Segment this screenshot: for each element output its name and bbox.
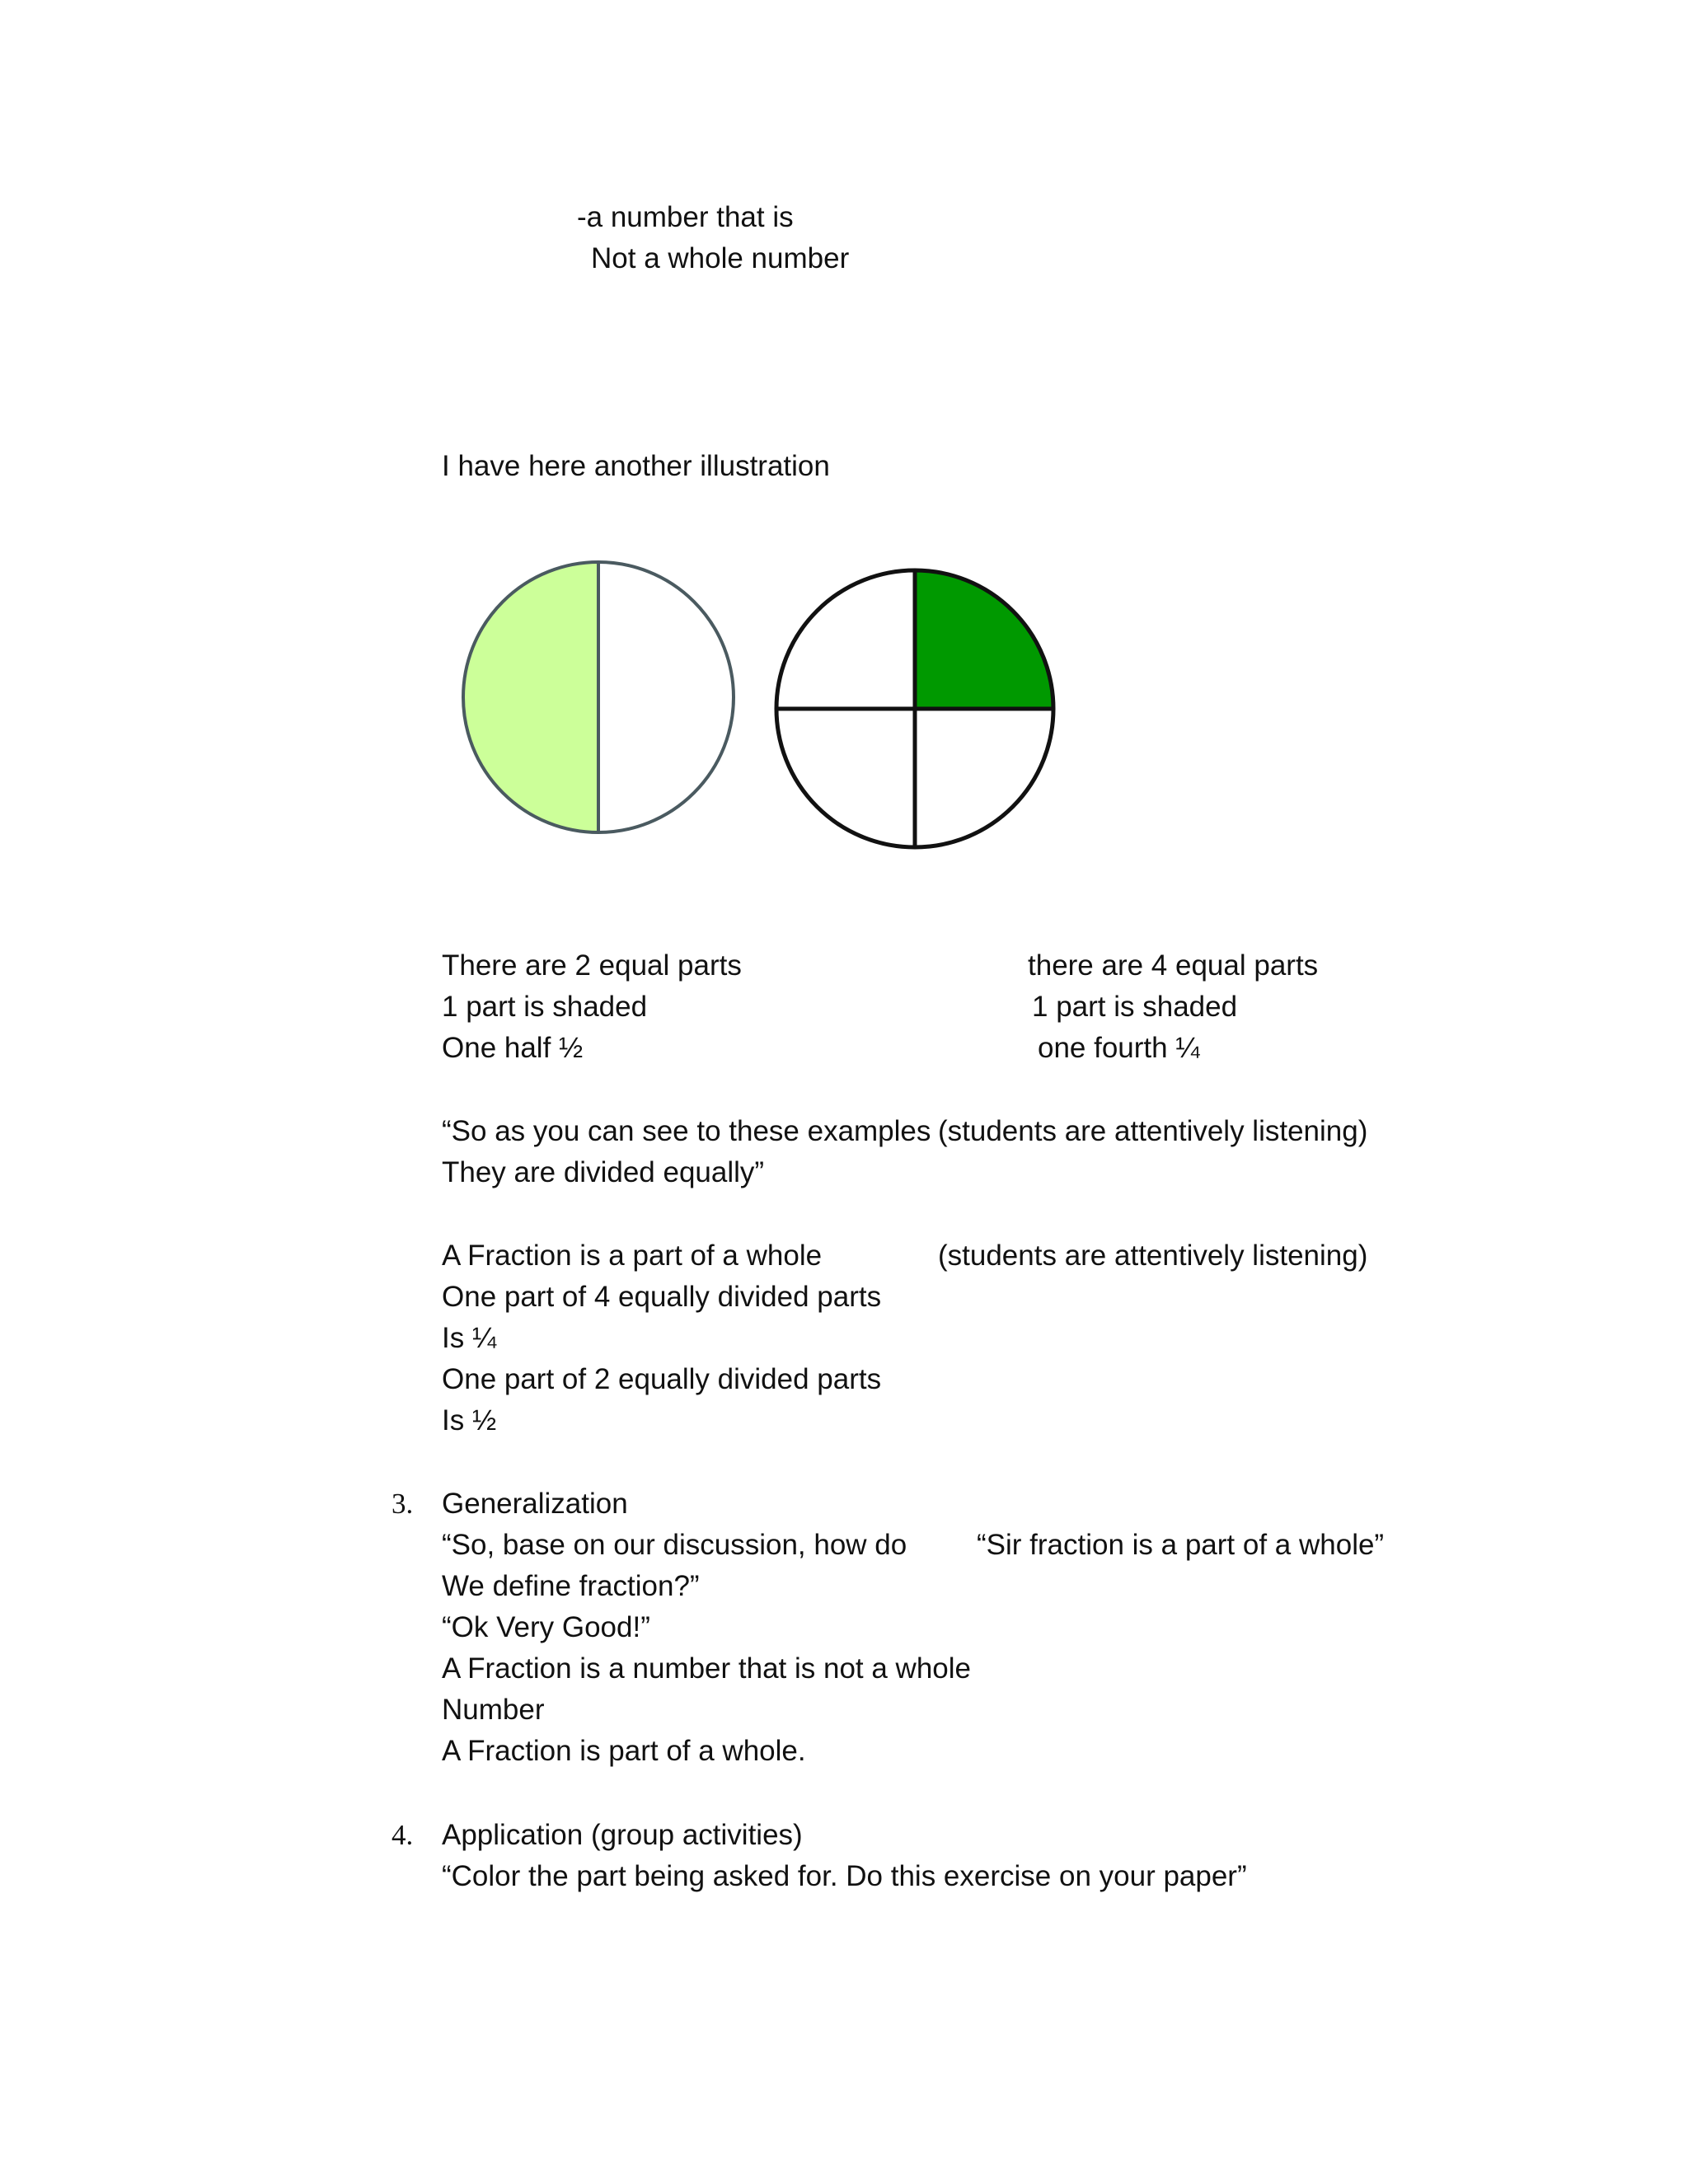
illustration-heading: I have here another illustration: [442, 450, 830, 482]
dialogue1-teacher-2: They are divided equally”: [442, 1156, 765, 1188]
section3-teacher-2: We define fraction?”: [442, 1570, 700, 1602]
explanation-right-2: 1 part is shaded: [1032, 991, 1238, 1023]
section3-students: “Sir fraction is a part of a whole”: [977, 1529, 1385, 1561]
intro-line-2: Not a whole number: [591, 242, 850, 274]
dialogue2-teacher-2: One part of 4 equally divided parts: [442, 1281, 882, 1313]
section3-teacher-6: A Fraction is part of a whole.: [442, 1735, 806, 1767]
section3-teacher-4: A Fraction is a number that is not a whole: [442, 1652, 971, 1685]
section4-title: Application (group activities): [442, 1819, 803, 1851]
section3-teacher-3: “Ok Very Good!”: [442, 1611, 650, 1643]
dialogue2-teacher-5: Is ½: [442, 1404, 497, 1436]
dialogue1-students: (students are attentively listening): [938, 1115, 1368, 1147]
explanation-left-1: There are 2 equal parts: [442, 949, 742, 982]
half-circle-figure: [460, 554, 740, 834]
fourth-circle-figure: [767, 560, 1063, 857]
section4-number: 4.: [392, 1819, 414, 1851]
half-shaded-part: [463, 562, 598, 832]
section3-title: Generalization: [442, 1488, 628, 1520]
dialogue2-teacher-3: Is ¼: [442, 1322, 497, 1354]
dialogue1-teacher-1: “So as you can see to these examples: [442, 1115, 931, 1147]
explanation-left-3: One half ½: [442, 1032, 584, 1064]
intro-line-1: -a number that is: [577, 201, 794, 233]
section4-instruction: “Color the part being asked for. Do this exercise on your paper”: [442, 1860, 1247, 1892]
section3-teacher-1: “So, base on our discussion, how do: [442, 1529, 907, 1561]
explanation-left-2: 1 part is shaded: [442, 991, 648, 1023]
section3-teacher-5: Number: [442, 1694, 545, 1726]
dialogue2-teacher-4: One part of 2 equally divided parts: [442, 1363, 882, 1395]
section3-number: 3.: [392, 1488, 414, 1520]
dialogue2-students: (students are attentively listening): [938, 1240, 1368, 1272]
explanation-right-1: there are 4 equal parts: [1028, 949, 1319, 982]
explanation-right-3: one fourth ¼: [1038, 1032, 1200, 1064]
dialogue2-teacher-1: A Fraction is a part of a whole: [442, 1240, 823, 1272]
